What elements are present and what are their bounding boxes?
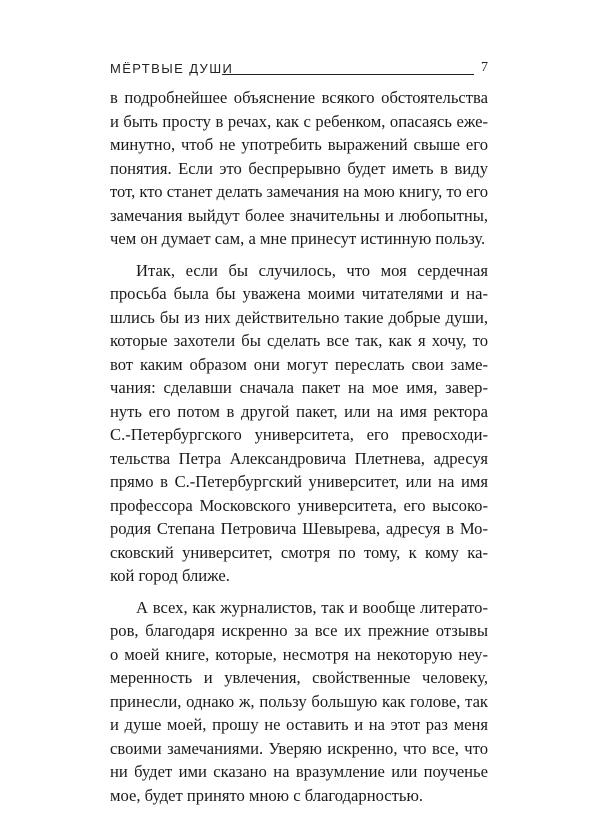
text-line: А всех, как журналистов, так и вообще литерато- <box>136 597 488 617</box>
text-line: чем он думает сам, а мне принесут истинную пользу. <box>110 229 486 248</box>
text-line: принесли, однако ж, пользу большую как голове, так <box>110 691 488 711</box>
text-line: и душе моей, прошу не оставить и на этот раз меня <box>110 715 488 734</box>
text-line: минутно, чтоб не употребить выражений свыше его <box>110 135 488 154</box>
text-line: Итак, если бы случилось, что моя сердечная <box>136 260 488 280</box>
text-line: прямо в С.-Петербургский университет, или на имя <box>110 472 488 491</box>
text-line: кой город ближе. <box>110 566 230 585</box>
text-line: понятия. Если это беспрерывно будет иметь в виду <box>110 158 488 178</box>
header-rule <box>222 74 474 75</box>
text-line: чания: сделавши сначала пакет на мое имя, завер- <box>110 378 488 397</box>
text-line: сковский университет, смотря по тому, к кому ка- <box>110 542 488 562</box>
text-line: просьба была бы уважена моими читателями и на- <box>110 284 488 303</box>
text-line: о моей книге, которые, несмотря на некоторую неу- <box>110 644 488 664</box>
text-line: которые захотели бы сделать все так, как я хочу, то <box>110 331 488 350</box>
text-line: ни будет ими сказано на вразумление или поученье <box>110 762 488 781</box>
text-line: ров, благодаря искренно за все их прежние отзывы <box>110 621 488 640</box>
text-line: родия Степана Петровича Шевырева, адресуя в Мо- <box>110 519 488 538</box>
text-line: своими замечаниями. Уверяю искренно, что все, что <box>110 738 488 758</box>
paragraph-2 <box>110 259 488 588</box>
text-line: мое, будет принято мною с благодарностью. <box>110 785 424 805</box>
text-line: в подробнейшее объяснение всякого обстоятельства <box>110 88 488 107</box>
body-text <box>110 86 488 815</box>
text-line: тельства Петра Александровича Плетнева, адресуя <box>110 448 488 468</box>
paragraph-3 <box>110 596 488 808</box>
text-line: нуть его потом в другой пакет, или на имя ректора <box>110 401 488 421</box>
text-line: шлись бы из них действительно такие добрые души, <box>110 307 488 327</box>
text-line: и быть просту в речах, как с ребенком, опасаясь еже- <box>110 111 488 131</box>
text-line: вот каким образом они могут переслать свои заме- <box>110 354 488 374</box>
book-title: МЁРТВЫЕ ДУШИ <box>110 61 234 76</box>
running-header <box>110 58 488 78</box>
text-line: меренность и увлечения, свойственные человеку, <box>110 668 488 687</box>
paragraph-1 <box>110 86 488 251</box>
text-line: замечания выйдут более значительны и любопытны, <box>110 205 488 225</box>
text-line: С.-Петербургского университета, его превосходи- <box>110 425 488 444</box>
text-line: тот, кто станет делать замечания на мою книгу, то его <box>110 182 489 201</box>
page-number: 7 <box>481 60 488 75</box>
text-line: профессора Московского университета, его высоко- <box>110 495 488 515</box>
